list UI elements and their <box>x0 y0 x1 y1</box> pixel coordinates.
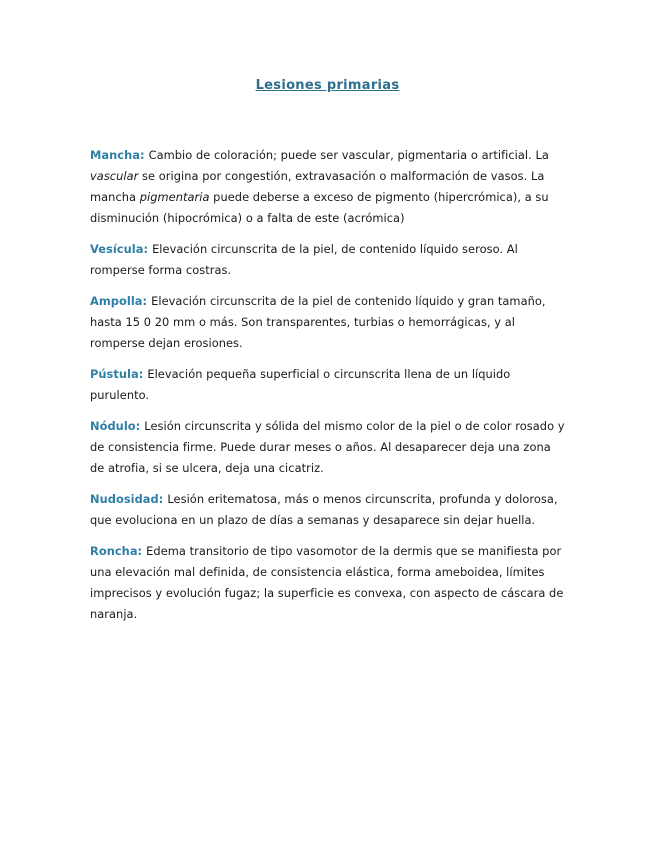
entry-ampolla <box>90 291 568 354</box>
term-pustula: Pústula: <box>90 367 144 381</box>
term-nudosidad: Nudosidad: <box>90 492 164 506</box>
definition-text: Elevación circunscrita de la piel, de contenido líquido seroso. Al romperse forma costras. <box>90 242 518 277</box>
definition-text: Lesión circunscrita y sólida del mismo color de la piel o de color rosado y de consistencia firme. Puede durar meses o años. Al desaparecer deja una zona de atrofia, si se ulcera, deja una cicatriz. <box>90 419 565 475</box>
definitions-list <box>90 145 568 635</box>
entry-vesicula <box>90 239 568 281</box>
definition-text: puede deberse a exceso de pigmento (hipercrómica), a su disminución (hipocrómica) o a falta de este (acrómica) <box>90 190 549 225</box>
page-title: Lesiones primarias <box>255 78 400 93</box>
definition-text: Edema transitorio de tipo vasomotor de la dermis que se manifiesta por una elevación mal definida, de consistencia elástica, forma ameboidea, límites imprecisos y evolución fugaz; la superficie es convexa, con aspecto de cáscara de naranja. <box>90 544 564 621</box>
term-mancha: Mancha: <box>90 148 145 162</box>
term-roncha: Roncha: <box>90 544 143 558</box>
definition-text: Lesión eritematosa, más o menos circunscrita, profunda y dolorosa, que evoluciona en un plazo de días a semanas y desaparece sin dejar huella. <box>90 492 558 527</box>
definition-text: se origina por congestión, extravasación o malformación de vasos. La mancha <box>90 169 545 204</box>
term-ampolla: Ampolla: <box>90 294 148 308</box>
entry-nodulo <box>90 416 568 479</box>
definition-text: Cambio de coloración; puede ser vascular, pigmentaria o artificial. La <box>148 148 549 162</box>
entry-mancha <box>90 145 568 229</box>
entry-roncha <box>90 541 568 625</box>
entry-nudosidad <box>90 489 568 531</box>
definition-emphasis: vascular <box>90 169 139 183</box>
term-nodulo: Nódulo: <box>90 419 141 433</box>
definition-emphasis: pigmentaria <box>139 190 210 204</box>
entry-pustula <box>90 364 568 406</box>
term-vesicula: Vesícula: <box>90 242 149 256</box>
definition-text: Elevación pequeña superficial o circunscrita llena de un líquido purulento. <box>90 367 511 402</box>
definition-text: Elevación circunscrita de la piel de contenido líquido y gran tamaño, hasta 15 0 20 mm o más. Son transparentes, turbias o hemorrágicas, y al romperse dejan erosiones. <box>90 294 546 350</box>
